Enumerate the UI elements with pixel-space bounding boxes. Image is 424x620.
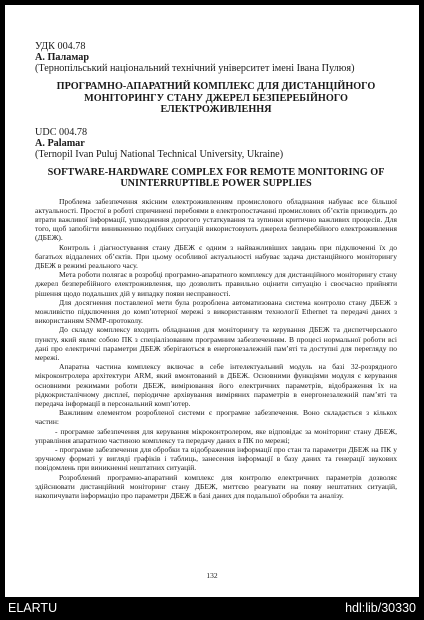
abstract-body [35,197,397,501]
paragraph: Для досягнення поставленої мети була розроблена автоматизована система контролю стану ДБЕЖ з можливістю підключення до комп’ютерної мережі з використанням технології Ethernet та передачі даних з використанням SNMP-протоколу. [35,297,397,326]
paragraph: Важливим елементом розробленої системи є програмне забезпечення. Воно складається з кількох частин: [35,408,397,427]
udc-code-uk: УДК 004.78 [35,41,86,52]
document-page [5,5,419,597]
paragraph: Контроль і діагностування стану ДБЕЖ є одним з найважливіших завдань при підключенні їх до багатьох віддалених об’єктів. При цьому особливої актуальності набуває задача дистанційного моніторингу ДБЕЖ в режимі реального часу. [35,242,397,270]
list-item: - програмне забезпечення для керування мікроконтролером, яке відповідає за моніторинг стану ДБЕЖ, управління апаратною частиною комплексу та передачу даних в ПК по мережі; [35,426,397,445]
list-item: - програмне забезпечення для обробки та відображення інформації про стан та параметри ДБЕЖ на ПК у зручному форматі у вигляді графіків і таблиць, занесення інформації в базу даних та генерації звукових повідомлень при виникненні нештатних ситуацій. [35,444,397,473]
footer-bar [0,597,424,620]
author-en: A. Palamar [35,137,85,149]
affiliation-en: (Ternopil Ivan Puluj National Technical University, Ukraine) [35,148,284,160]
title-en: SOFTWARE-HARDWARE COMPLEX FOR REMOTE MONITORING OF UNINTERRUPTIBLE POWER SUPPLIES [47,166,385,189]
title-uk: ПРОГРАМНО-АПАРАТНИЙ КОМПЛЕКС ДЛЯ ДИСТАНЦІЙНОГО МОНІТОРИНГУ СТАНУ ДЖЕРЕЛ БЕЗПЕРЕБІЙНОГО ЕЛЕКТРОЖИВЛЕННЯ [56,81,376,115]
paragraph: Розроблений програмно-апаратний комплекс для контролю електричних параметрів дозволяє здійснювати дистанційний моніторинг стану ДБЕЖ, миттєво реагувати на появу нештатних ситуацій, накопичувати інформацію про параметри ДБЕЖ в базі даних для подальшої обробки та аналізу. [35,472,397,500]
paper-content [35,41,397,500]
udc-code-en: UDC 004.78 [35,126,88,138]
paragraph: Проблема забезпечення якісним електроживленням промислового обладнання набуває все більшої актуальності. Простої в роботі спричинені перебоями в електропостачанні промислових об’єктів призводить до втрати важливої інформації, ушкодження дорогого устаткування та зупинки критично важливих процесів. Для того, щоб запобігти виникненню подібних ситуацій використовують джерела безперебійного електроживлення (ДБЕЖ). [35,196,397,243]
handle-id: hdl:lib/30330 [345,601,416,615]
author-uk: А. Паламар [35,52,89,63]
paragraph: Мета роботи полягає в розробці програмно-апаратного комплексу для дистанційного моніторингу стану джерел безперебійного електроживлення, що дозволить правильно оцінити ситуацію і своєчасно прийняти рішення щодо подальших дій у випадку появи несправності. [35,270,397,298]
affiliation-uk: (Тернопільський національний технічний університет імені Івана Пулюя) [35,63,355,74]
repository-name: ELARTU [8,601,58,615]
paragraph: До складу комплексу входить обладнання для моніторингу та керування ДБЕЖ та диспетчерського пункту, який являє собою ПК з спеціалізованим програмним забезпеченням. В процесі нормальної роботи всі дані про електричні параметри ДБЕЖ зберігаються в енергонезалежній пам’яті та доступні для перегляду по мережі. [35,325,397,362]
paragraph: Апаратна частина комплексу включає в себе інтелектуальний модуль на базі 32-розрядного мікроконтролера архітектури ARM, який вмонтований в ДБЕЖ. Основними функціями модуля є керування основними режимами роботи ДБЕЖ, вимірювання його електричних параметрів, відображення їх на рідкокристалічному дисплеї, періодичне архівування виміряних параметрів в енергонезалежній пам’яті та передача інформації в персональний комп’ютер. [35,362,397,408]
page-number: 132 [206,571,218,580]
